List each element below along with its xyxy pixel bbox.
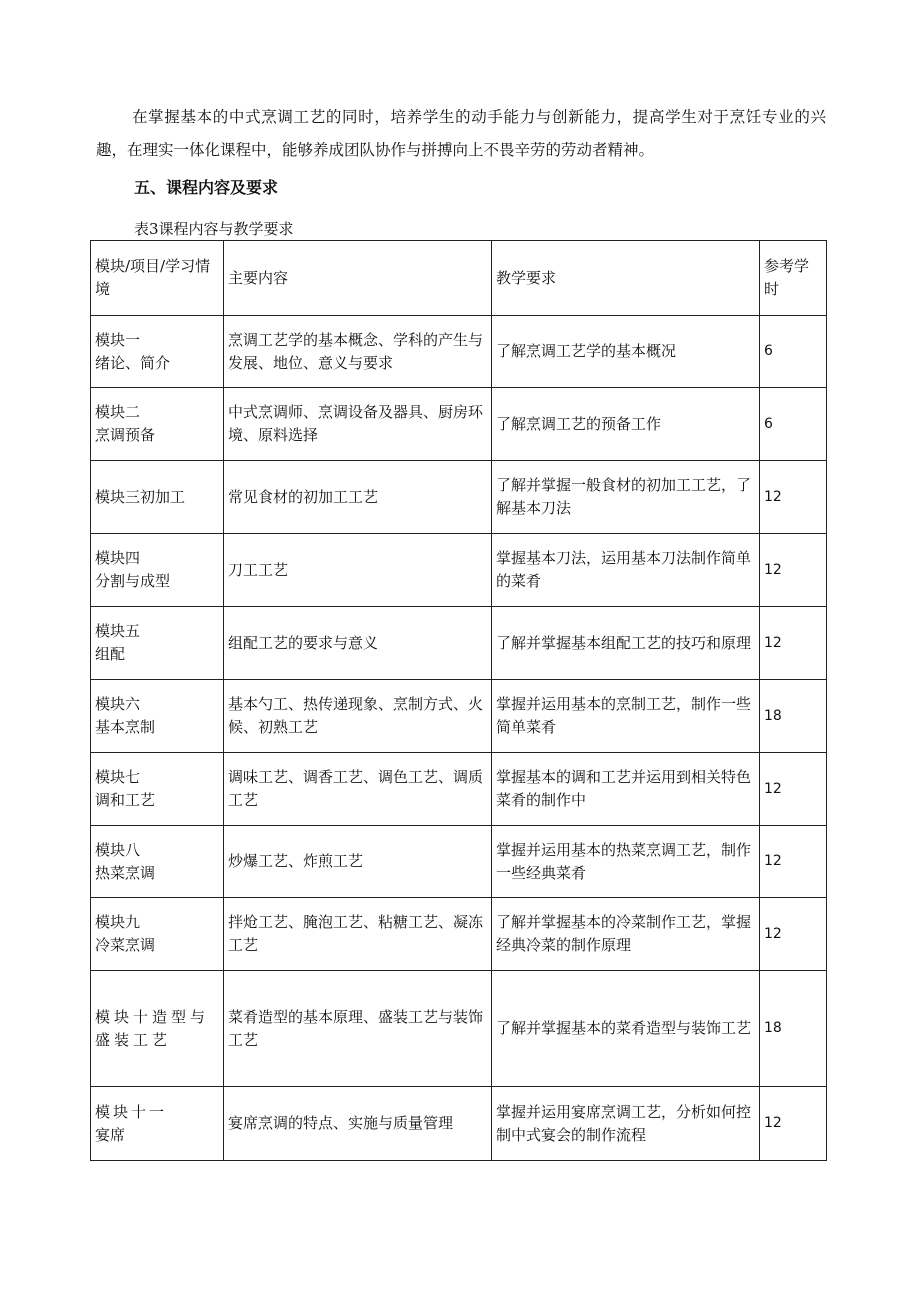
- table-row: [91, 971, 827, 1087]
- module-cell: [91, 971, 224, 1087]
- module-name: 模块十一: [95, 1102, 168, 1121]
- requirement-cell: 掌握并运用宴席烹调工艺，分析如何控制中式宴会的制作流程: [492, 1087, 760, 1161]
- table-row: [91, 461, 827, 534]
- module-cell: [91, 680, 224, 753]
- requirement-cell: 掌握并运用基本的烹制工艺，制作一些简单菜肴: [492, 680, 760, 753]
- requirement-cell: 了解烹调工艺学的基本概况: [492, 316, 760, 388]
- module-cell: [91, 898, 224, 971]
- requirement-cell: 掌握并运用基本的热菜烹调工艺，制作一些经典菜肴: [492, 826, 760, 898]
- requirement-cell: 了解并掌握基本的冷菜制作工艺，掌握经典冷菜的制作原理: [492, 898, 760, 971]
- header-hours: 参考学时: [760, 241, 827, 316]
- requirement-cell: 了解并掌握基本的菜肴造型与装饰工艺: [492, 971, 760, 1087]
- module-cell: [91, 388, 224, 461]
- hours-cell: 12: [760, 461, 827, 534]
- hours-cell: 6: [760, 388, 827, 461]
- content-cell: 宴席烹调的特点、实施与质量管理: [224, 1087, 492, 1161]
- content-cell: 组配工艺的要求与意义: [224, 607, 492, 680]
- module-cell: [91, 826, 224, 898]
- content-cell: 中式烹调师、烹调设备及器具、厨房环境、原料选择: [224, 388, 492, 461]
- content-cell: 调味工艺、调香工艺、调色工艺、调质工艺: [224, 753, 492, 826]
- intro-paragraph: 在掌握基本的中式烹调工艺的同时，培养学生的动手能力与创新能力，提高学生对于烹饪专业的兴趣，在理实一体化课程中，能够养成团队协作与拼搏向上不畏辛劳的劳动者精神。: [96, 108, 826, 159]
- hours-cell: 6: [760, 316, 827, 388]
- module-name: 模块一: [95, 330, 141, 349]
- content-cell: 炒爆工艺、炸煎工艺: [224, 826, 492, 898]
- content-cell: 拌炝工艺、腌泡工艺、粘糖工艺、凝冻工艺: [224, 898, 492, 971]
- table-header-row: [91, 241, 827, 316]
- header-content: 主要内容: [224, 241, 492, 316]
- hours-cell: 12: [760, 753, 827, 826]
- section-heading: 五、课程内容及要求: [134, 178, 279, 197]
- module-name: 模块九: [95, 913, 141, 931]
- hours-cell: 12: [760, 1087, 827, 1161]
- module-cell: [91, 461, 224, 534]
- module-cell: [91, 607, 224, 680]
- hours-cell: 18: [760, 971, 827, 1087]
- requirement-cell: 了解烹调工艺的预备工作: [492, 388, 760, 461]
- course-content-table: [90, 240, 827, 1161]
- hours-cell: 18: [760, 680, 827, 753]
- requirement-cell: 了解并掌握基本组配工艺的技巧和原理: [492, 607, 760, 680]
- module-name: 模块三初加工: [95, 487, 186, 506]
- table-row: [91, 388, 827, 461]
- module-cell: [91, 1087, 224, 1161]
- module-name: 模块七: [95, 768, 141, 786]
- requirement-cell: 掌握基本的调和工艺并运用到相关特色菜肴的制作中: [492, 753, 760, 826]
- table-row: [91, 826, 827, 898]
- content-cell: 刀工工艺: [224, 534, 492, 607]
- content-cell: 基本勺工、热传递现象、烹制方式、火候、初熟工艺: [224, 680, 492, 753]
- content-cell: 常见食材的初加工工艺: [224, 461, 492, 534]
- module-topic: 冷菜烹调: [95, 936, 156, 954]
- module-topic: 分割与成型: [95, 572, 171, 590]
- module-name: 模块八: [95, 840, 141, 859]
- table-caption: 表3课程内容与教学要求: [134, 220, 294, 238]
- module-name: 模块六: [95, 695, 141, 713]
- requirement-cell: 了解并掌握一般食材的初加工工艺，了解基本刀法: [492, 461, 760, 534]
- module-topic: 绪论、简介: [95, 353, 171, 372]
- table-row: [91, 607, 827, 680]
- hours-cell: 12: [760, 826, 827, 898]
- hours-cell: 12: [760, 898, 827, 971]
- module-cell: [91, 753, 224, 826]
- module-topic: 热菜烹调: [95, 863, 156, 882]
- header-module: 模块/项目/学习情境: [91, 241, 224, 316]
- content-cell: 烹调工艺学的基本概念、学科的产生与发展、地位、意义与要求: [224, 316, 492, 388]
- module-topic: 调和工艺: [95, 791, 156, 809]
- module-topic: 基本烹制: [95, 718, 156, 736]
- module-topic: 组配: [95, 645, 126, 663]
- module-topic: 烹调预备: [95, 426, 156, 444]
- content-cell: 菜肴造型的基本原理、盛装工艺与装饰工艺: [224, 971, 492, 1087]
- table-row: [91, 753, 827, 826]
- module-name: 模块五: [95, 622, 141, 640]
- requirement-cell: 掌握基本刀法，运用基本刀法制作简单的菜肴: [492, 534, 760, 607]
- hours-cell: 12: [760, 607, 827, 680]
- header-requirement: 教学要求: [492, 241, 760, 316]
- module-name: 模块二: [95, 403, 141, 421]
- hours-cell: 12: [760, 534, 827, 607]
- module-name: 模块十造型与盛装工艺: [95, 1007, 210, 1049]
- table-row: [91, 898, 827, 971]
- module-name: 模块四: [95, 549, 141, 567]
- module-cell: [91, 316, 224, 388]
- module-cell: [91, 534, 224, 607]
- module-topic: 宴席: [95, 1125, 126, 1144]
- table-row: [91, 534, 827, 607]
- table-row: [91, 680, 827, 753]
- table-row: [91, 316, 827, 388]
- table-row: [91, 1087, 827, 1161]
